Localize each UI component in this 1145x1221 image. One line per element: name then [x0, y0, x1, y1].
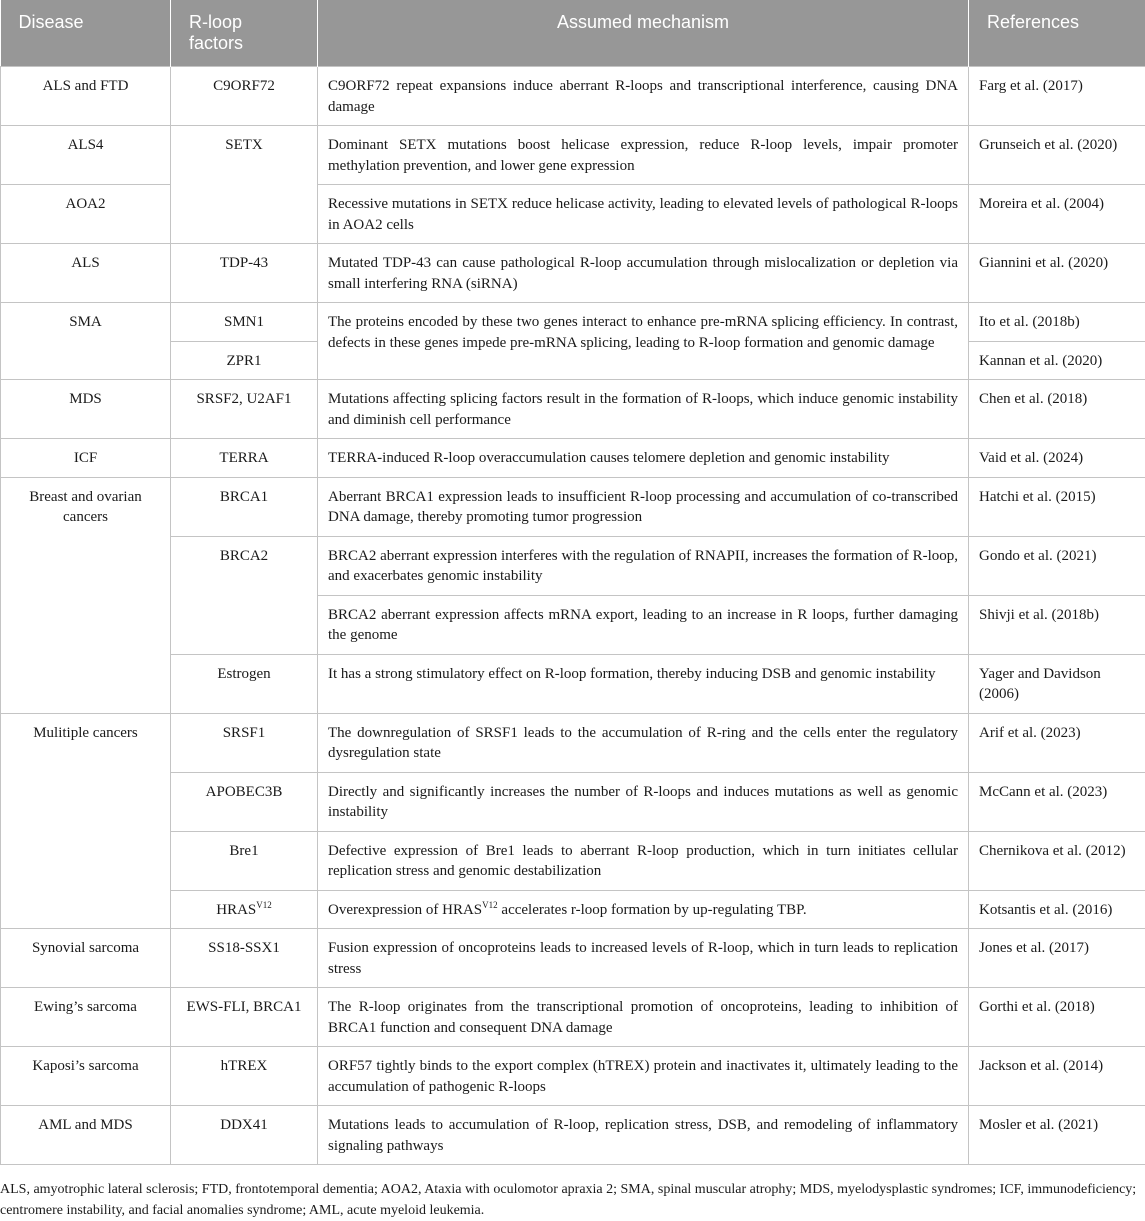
mechanism-text-tail: accelerates r-loop formation by up-regulating TBP.: [498, 902, 807, 918]
factor-cell: TERRA: [171, 439, 318, 478]
factor-superscript: V12: [256, 900, 272, 910]
disease-cell: MDS: [1, 380, 171, 439]
reference-cell: Gondo et al. (2021): [969, 536, 1145, 595]
mechanism-cell: ORF57 tightly binds to the export complex (hTREX) protein and inactivates it, ultimately leading to the accumulation of pathogenic R-loops: [318, 1047, 969, 1106]
table-row: [1, 831, 1145, 890]
reference-cell: Jackson et al. (2014): [969, 1047, 1145, 1106]
factor-cell: ZPR1: [171, 341, 318, 380]
disease-cell: SMA: [1, 303, 171, 380]
factor-cell: SRSF2, U2AF1: [171, 380, 318, 439]
mechanism-cell: Fusion expression of oncoproteins leads to increased levels of R-loop, which in turn leads to replication stress: [318, 929, 969, 988]
table-row: [1, 654, 1145, 713]
factor-cell: SMN1: [171, 303, 318, 342]
mechanism-cell: Mutated TDP-43 can cause pathological R-loop accumulation through mislocalization or depletion via small interfering RNA (siRNA): [318, 244, 969, 303]
disease-cell: ALS: [1, 244, 171, 303]
table-footnote: ALS, amyotrophic lateral sclerosis; FTD, frontotemporal dementia; AOA2, Ataxia with oculomotor apraxia 2; SMA, spinal muscular atrophy; MDS, myelodysplastic syndromes; ICF, immunodeficiency; centromere instability, and facial anomalies syndrome; AML, acute myeloid leukemia.: [0, 1165, 1140, 1221]
mechanism-cell: BRCA2 aberrant expression interferes with the regulation of RNAPII, increases the formation of R-loop, and exacerbates genomic instability: [318, 536, 969, 595]
mechanism-cell: C9ORF72 repeat expansions induce aberrant R-loops and transcriptional interference, causing DNA damage: [318, 67, 969, 126]
table-row: [1, 67, 1145, 126]
table-row: [1, 890, 1145, 929]
mechanism-superscript: V12: [482, 900, 498, 910]
reference-cell: Kotsantis et al. (2016): [969, 890, 1145, 929]
mechanism-text: Overexpression of HRAS: [328, 902, 482, 918]
mechanism-cell: Directly and significantly increases the number of R-loops and induces mutations as well as genomic instability: [318, 772, 969, 831]
factor-cell: Estrogen: [171, 654, 318, 713]
mechanism-cell: Mutations leads to accumulation of R-loop, replication stress, DSB, and remodeling of inflammatory signaling pathways: [318, 1106, 969, 1165]
table-header-row: [1, 0, 1145, 67]
table-row: [1, 380, 1145, 439]
table-row: [1, 477, 1145, 536]
factor-cell: SRSF1: [171, 713, 318, 772]
reference-cell: Arif et al. (2023): [969, 713, 1145, 772]
factor-text: HRAS: [216, 902, 256, 918]
mechanism-cell: [318, 890, 969, 929]
reference-cell: Moreira et al. (2004): [969, 185, 1145, 244]
reference-cell: Grunseich et al. (2020): [969, 126, 1145, 185]
mechanism-cell: The proteins encoded by these two genes interact to enhance pre-mRNA splicing efficiency. In contrast, defects in these genes impede pre-mRNA splicing, leading to R-loop formation and genomic damage: [318, 303, 969, 380]
table-row: [1, 126, 1145, 185]
factor-cell: BRCA2: [171, 536, 318, 654]
reference-cell: Vaid et al. (2024): [969, 439, 1145, 478]
disease-cell: Breast and ovarian cancers: [1, 477, 171, 713]
factor-cell: BRCA1: [171, 477, 318, 536]
table-row: [1, 929, 1145, 988]
reference-cell: Gorthi et al. (2018): [969, 988, 1145, 1047]
mechanism-cell: It has a strong stimulatory effect on R-loop formation, thereby inducing DSB and genomic instability: [318, 654, 969, 713]
factor-cell: SS18-SSX1: [171, 929, 318, 988]
table-row: [1, 713, 1145, 772]
reference-cell: Chernikova et al. (2012): [969, 831, 1145, 890]
factor-cell: hTREX: [171, 1047, 318, 1106]
factor-cell: C9ORF72: [171, 67, 318, 126]
factor-cell: TDP-43: [171, 244, 318, 303]
table-row: [1, 303, 1145, 342]
mechanism-cell: Aberrant BRCA1 expression leads to insufficient R-loop processing and accumulation of co-transcribed DNA damage, thereby promoting tumor progression: [318, 477, 969, 536]
factor-cell: APOBEC3B: [171, 772, 318, 831]
reference-cell: Hatchi et al. (2015): [969, 477, 1145, 536]
factor-cell: Bre1: [171, 831, 318, 890]
mechanism-cell: The downregulation of SRSF1 leads to the accumulation of R-ring and the cells enter the regulatory dysregulation state: [318, 713, 969, 772]
header-assumed-mechanism: Assumed mechanism: [318, 0, 969, 67]
header-disease: Disease: [1, 0, 171, 67]
disease-cell: Ewing’s sarcoma: [1, 988, 171, 1047]
mechanism-cell: Mutations affecting splicing factors result in the formation of R-loops, which induce genomic instability and diminish cell performance: [318, 380, 969, 439]
mechanism-cell: Dominant SETX mutations boost helicase expression, reduce R-loop levels, impair promoter methylation prevention, and lower gene expression: [318, 126, 969, 185]
table-row: [1, 1047, 1145, 1106]
disease-cell: ALS4: [1, 126, 171, 185]
reference-cell: McCann et al. (2023): [969, 772, 1145, 831]
table-row: [1, 772, 1145, 831]
table-row: [1, 1106, 1145, 1165]
disease-cell: AOA2: [1, 185, 171, 244]
mechanism-cell: The R-loop originates from the transcriptional promotion of oncoproteins, leading to inhibition of BRCA1 function and consequent DNA damage: [318, 988, 969, 1047]
disease-cell: Synovial sarcoma: [1, 929, 171, 988]
disease-cell: Mulitiple cancers: [1, 713, 171, 929]
reference-cell: Chen et al. (2018): [969, 380, 1145, 439]
factor-cell: DDX41: [171, 1106, 318, 1165]
mechanism-cell: Recessive mutations in SETX reduce helicase activity, leading to elevated levels of pathological R-loops in AOA2 cells: [318, 185, 969, 244]
disease-cell: Kaposi’s sarcoma: [1, 1047, 171, 1106]
disease-cell: ICF: [1, 439, 171, 478]
factor-cell: EWS-FLI, BRCA1: [171, 988, 318, 1047]
factor-cell: [171, 890, 318, 929]
reference-cell: Jones et al. (2017): [969, 929, 1145, 988]
reference-cell: Yager and Davidson (2006): [969, 654, 1145, 713]
reference-cell: Mosler et al. (2021): [969, 1106, 1145, 1165]
factor-cell: SETX: [171, 126, 318, 244]
reference-cell: Farg et al. (2017): [969, 67, 1145, 126]
table-row: [1, 988, 1145, 1047]
disease-cell: AML and MDS: [1, 1106, 171, 1165]
header-references: References: [969, 0, 1145, 67]
reference-cell: Shivji et al. (2018b): [969, 595, 1145, 654]
table-row: [1, 536, 1145, 595]
reference-cell: Giannini et al. (2020): [969, 244, 1145, 303]
disease-cell: ALS and FTD: [1, 67, 171, 126]
reference-cell: Ito et al. (2018b): [969, 303, 1145, 342]
mechanism-cell: TERRA-induced R-loop overaccumulation causes telomere depletion and genomic instability: [318, 439, 969, 478]
table-row: [1, 439, 1145, 478]
mechanism-cell: BRCA2 aberrant expression affects mRNA export, leading to an increase in R loops, further damaging the genome: [318, 595, 969, 654]
table-row: [1, 244, 1145, 303]
mechanism-cell: Defective expression of Bre1 leads to aberrant R-loop production, which in turn initiates cellular replication stress and genomic destabilization: [318, 831, 969, 890]
header-r-loop-factors: R-loop factors: [171, 0, 318, 67]
reference-cell: Kannan et al. (2020): [969, 341, 1145, 380]
